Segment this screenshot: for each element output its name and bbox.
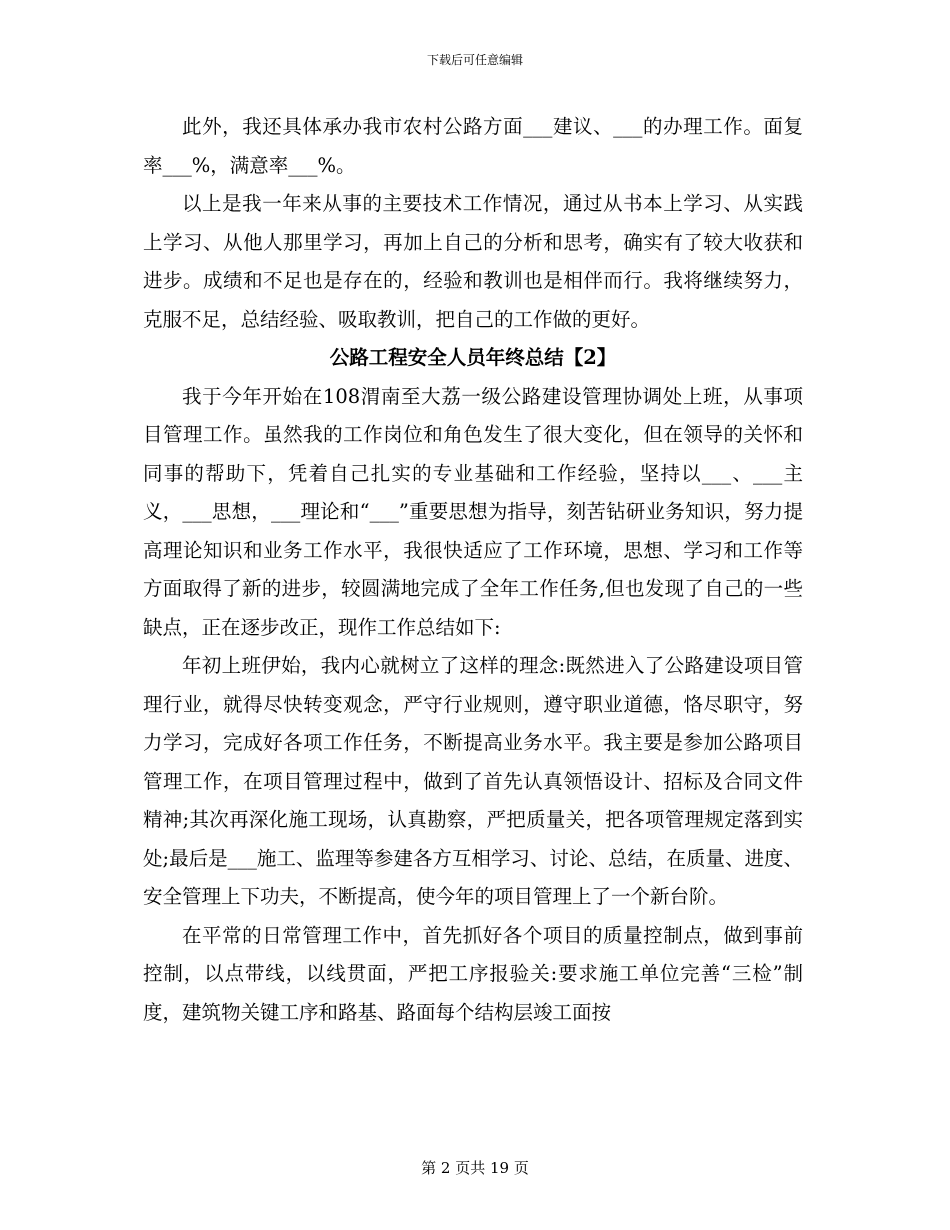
paragraph: 以上是我一年来从事的主要技术工作情况，通过从书本上学习、从实践上学习、从他人那里学习，再加上自己的分析和思考，确实有了较大收获和进步。成绩和不足也是存在的，经验和教训也是相伴而行。我将继续努力，克服不足，总结经验、吸取教训，把自己的工作做的更好。 xyxy=(143,192,803,331)
section-title: 公路工程安全人员年终总结【2】 xyxy=(329,346,617,369)
paragraph: 年初上班伊始，我内心就树立了这样的理念:既然进入了公路建设项目管理行业，就得尽快转变观念，严守行业规则，遵守职业道德，恪尽职守，努力学习，完成好各项工作任务，不断提高业务水平。我主要是参加公路项目管理工作，在项目管理过程中，做到了首先认真领悟设计、招标及合同文件精神;其次再深化施工现场，认真勘察，严把质量关，把各项管理规定落到实处;最后是___施工、监理等参建各方互相学习、讨论、总结，在质量、进度、安全管理上下功夫，不断提高，使今年的项目管理上了一个新台阶。 xyxy=(143,654,803,908)
document-body xyxy=(143,108,803,1032)
page-number: 第 2 页共 19 页 xyxy=(421,1159,529,1177)
paragraph: 此外，我还具体承办我市农村公路方面___建议、___的办理工作。面复率___%，满意率___%。 xyxy=(143,115,803,177)
page-header: 下载后可任意编辑 xyxy=(426,53,523,67)
paragraph: 在平常的日常管理工作中，首先抓好各个项目的质量控制点，做到事前控制，以点带线，以线贯面，严把工序报验关:要求施工单位完善“三检”制度，建筑物关键工序和路基、路面每个结构层竣工面按 xyxy=(143,923,803,1024)
paragraph: 我于今年开始在108渭南至大荔一级公路建设管理协调处上班，从事项目管理工作。虽然我的工作岗位和角色发生了很大变化，但在领导的关怀和同事的帮助下，凭着自己扎实的专业基础和工作经验，坚持以___、___主义，___思想，___理论和“___”重要思想为指导，刻苦钻研业务知识，努力提高理论知识和业务工作水平，我很快适应了工作环境，思想、学习和工作等方面取得了新的进步，较圆满地完成了全年工作任务,但也发现了自己的一些缺点，正在逐步改正，现作工作总结如下: xyxy=(143,384,803,639)
